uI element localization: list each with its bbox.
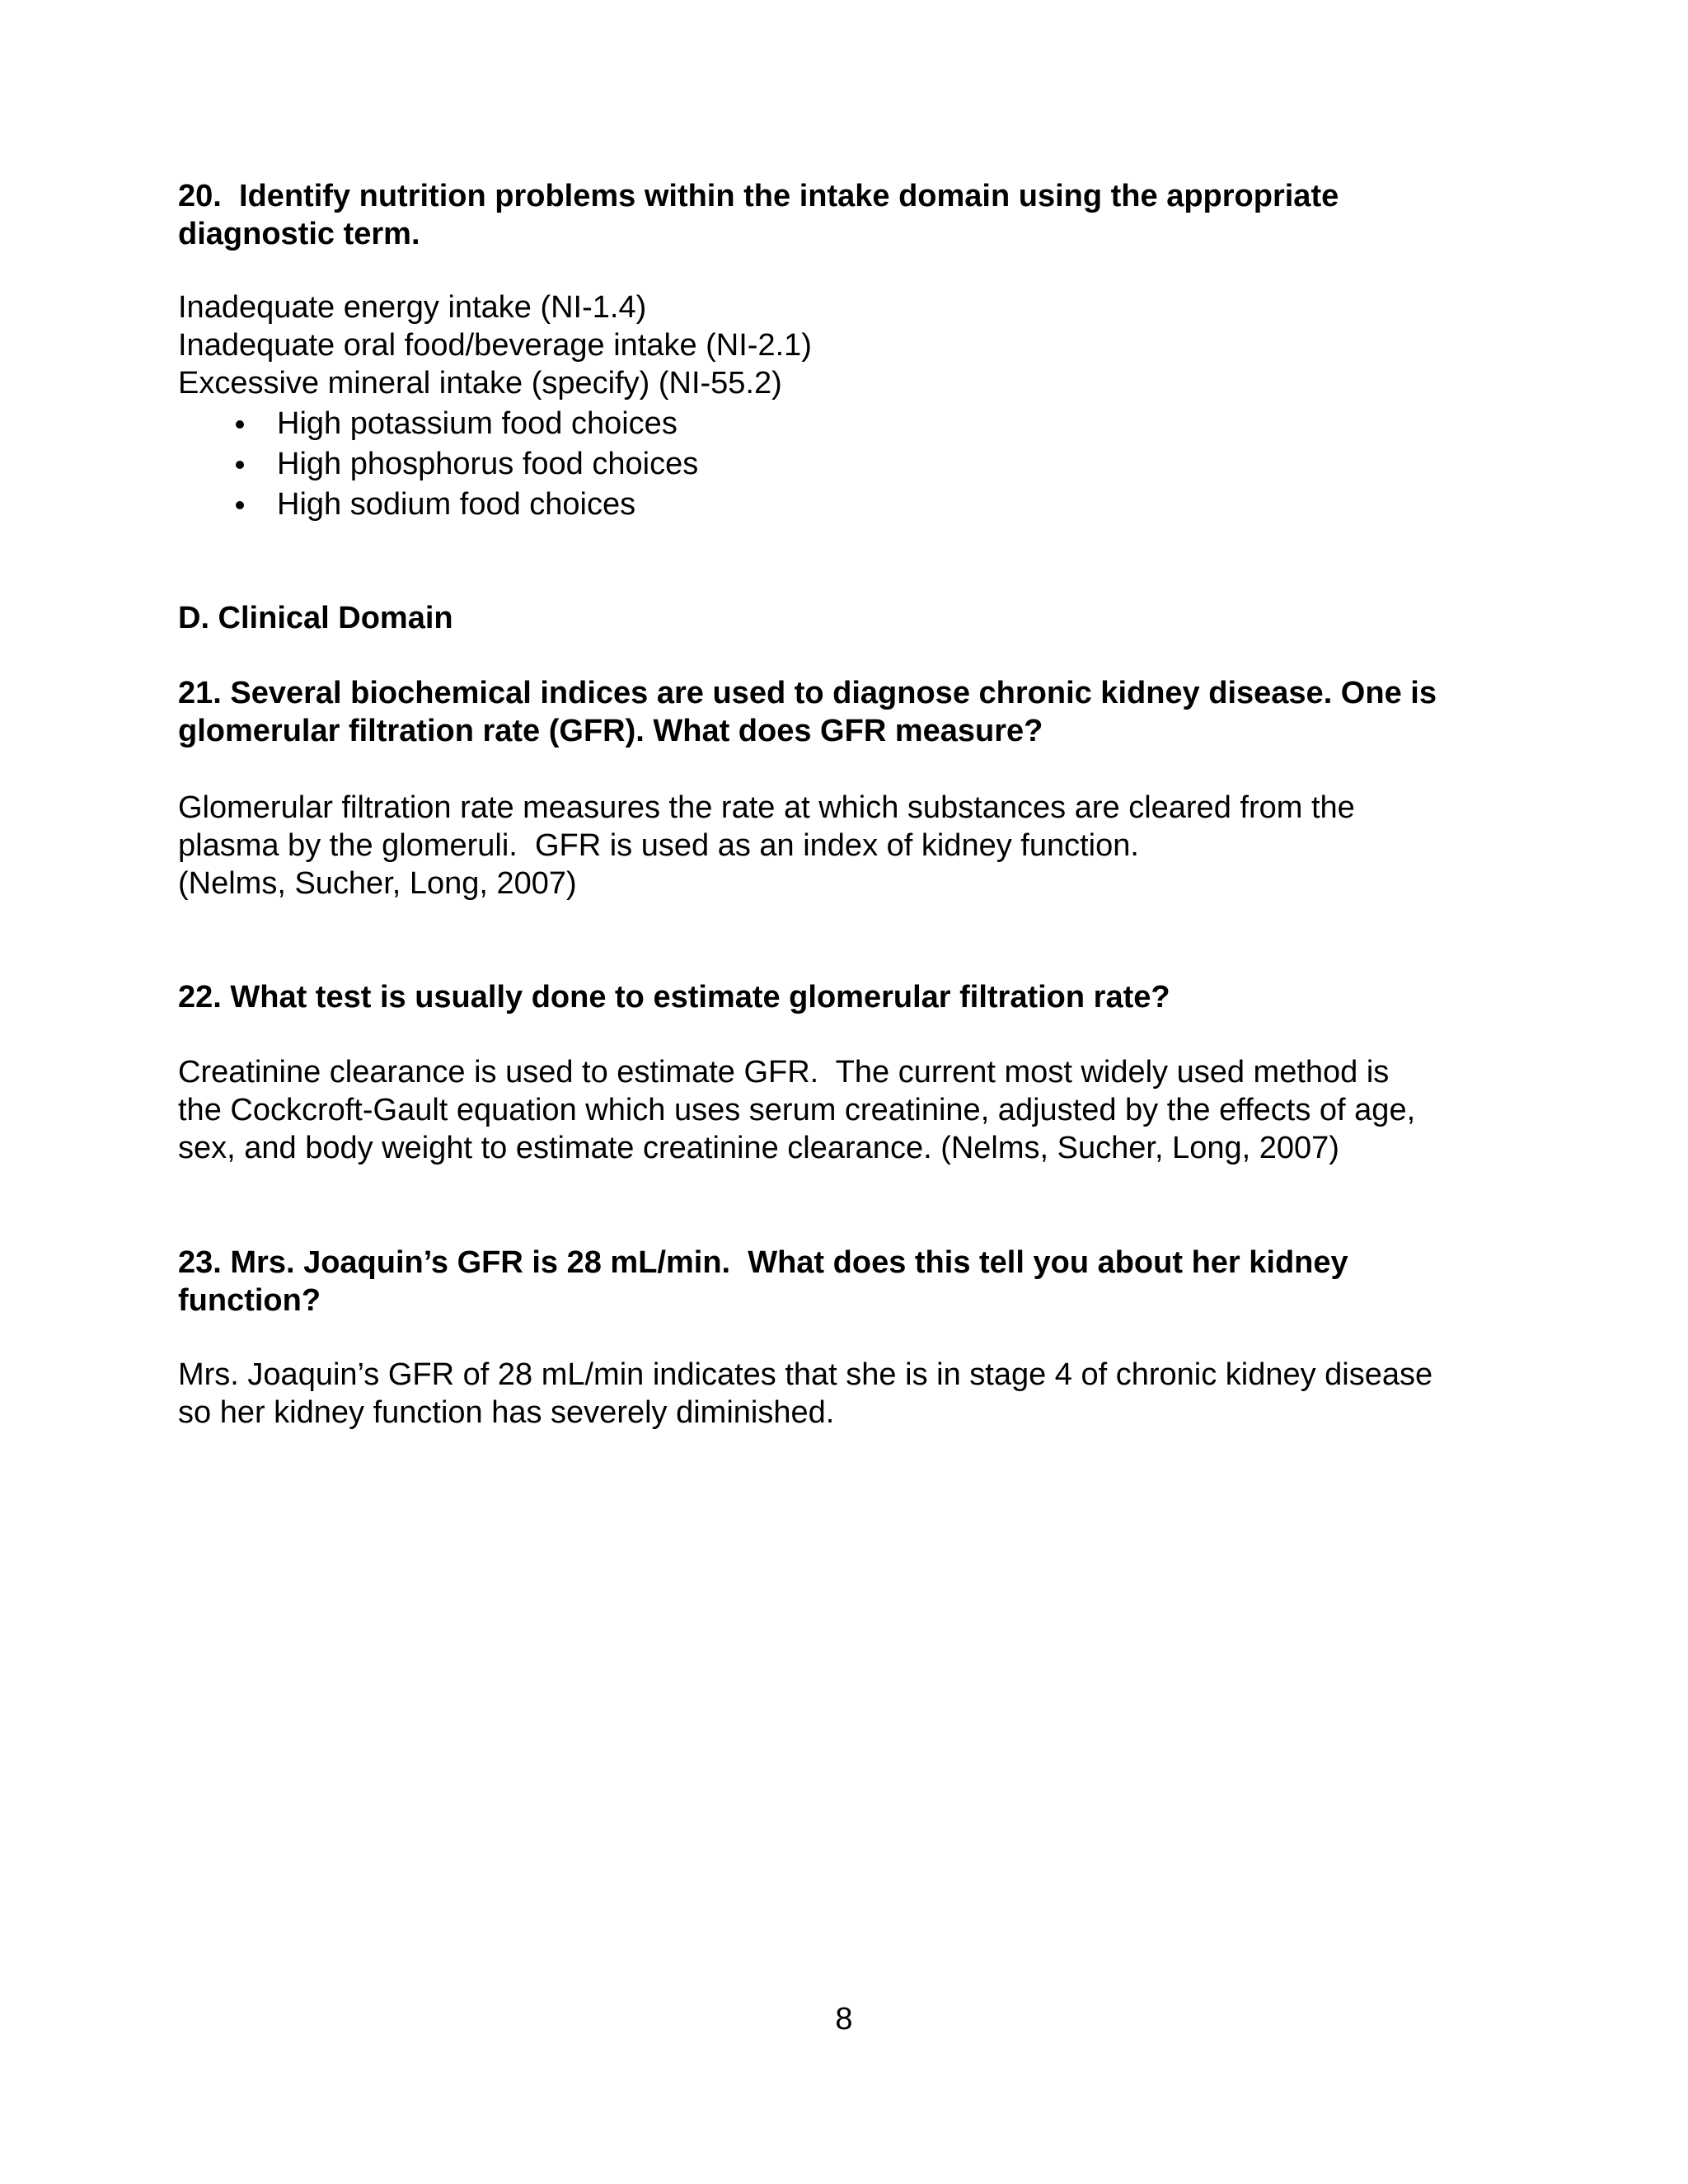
section-heading-text: D. Clinical Domain [178,601,453,635]
answer-22 [178,1053,1530,1167]
question-23 [178,1244,1530,1319]
question-22-line-1: 22. What test is usually done to estimate glomerular filtration rate? [178,980,1170,1015]
bullet-item [178,404,698,444]
question-20-line-1: 20. Identify nutrition problems within the intake domain using the appropriate [178,179,1339,213]
answer-21-line-2: plasma by the glomeruli. GFR is used as an index of kidney function. [178,828,1139,863]
bullet-item [178,444,698,485]
bullet-dot-icon [236,501,244,509]
bullet-item [178,485,698,525]
answer-22-line-3: sex, and body weight to estimate creatinine clearance. (Nelms, Sucher, Long, 2007) [178,1131,1339,1165]
bullet-dot-icon [236,461,244,469]
answer-22-line-1: Creatinine clearance is used to estimate GFR. The current most widely used method is [178,1055,1390,1090]
answer-20-bullet-list [178,404,698,525]
question-21-line-1: 21. Several biochemical indices are used to diagnose chronic kidney disease. One is [178,676,1437,710]
answer-20-line-2: Inadequate oral food/beverage intake (NI-2.1) [178,328,812,363]
bullet-text: High sodium food choices [277,487,636,522]
answer-22-line-2: the Cockcroft-Gault equation which uses serum creatinine, adjusted by the effects of age, [178,1093,1416,1127]
answer-23 [178,1356,1530,1432]
page-number: 8 [835,2002,853,2036]
answer-21 [178,789,1530,902]
answer-21-line-3: (Nelms, Sucher, Long, 2007) [178,866,577,901]
question-21-line-2: glomerular filtration rate (GFR). What does GFR measure? [178,714,1043,748]
question-20-line-2: diagnostic term. [178,217,420,251]
question-23-line-1: 23. Mrs. Joaquin’s GFR is 28 mL/min. What does this tell you about her kidney [178,1245,1348,1280]
question-22 [178,978,1530,1016]
answer-20 [178,288,1530,402]
answer-23-line-2: so her kidney function has severely diminished. [178,1395,835,1430]
answer-20-line-3: Excessive mineral intake (specify) (NI-55.2) [178,366,782,401]
question-21 [178,674,1530,750]
answer-20-line-1: Inadequate energy intake (NI-1.4) [178,290,647,325]
bullet-text: High potassium food choices [277,406,678,441]
answer-23-line-1: Mrs. Joaquin’s GFR of 28 mL/min indicates that she is in stage 4 of chronic kidney disease [178,1357,1433,1392]
question-20 [178,177,1530,253]
section-heading [178,599,1530,637]
question-23-line-2: function? [178,1283,321,1318]
answer-21-line-1: Glomerular filtration rate measures the rate at which substances are cleared from the [178,790,1355,825]
bullet-text: High phosphorus food choices [277,447,699,481]
bullet-dot-icon [236,420,244,429]
